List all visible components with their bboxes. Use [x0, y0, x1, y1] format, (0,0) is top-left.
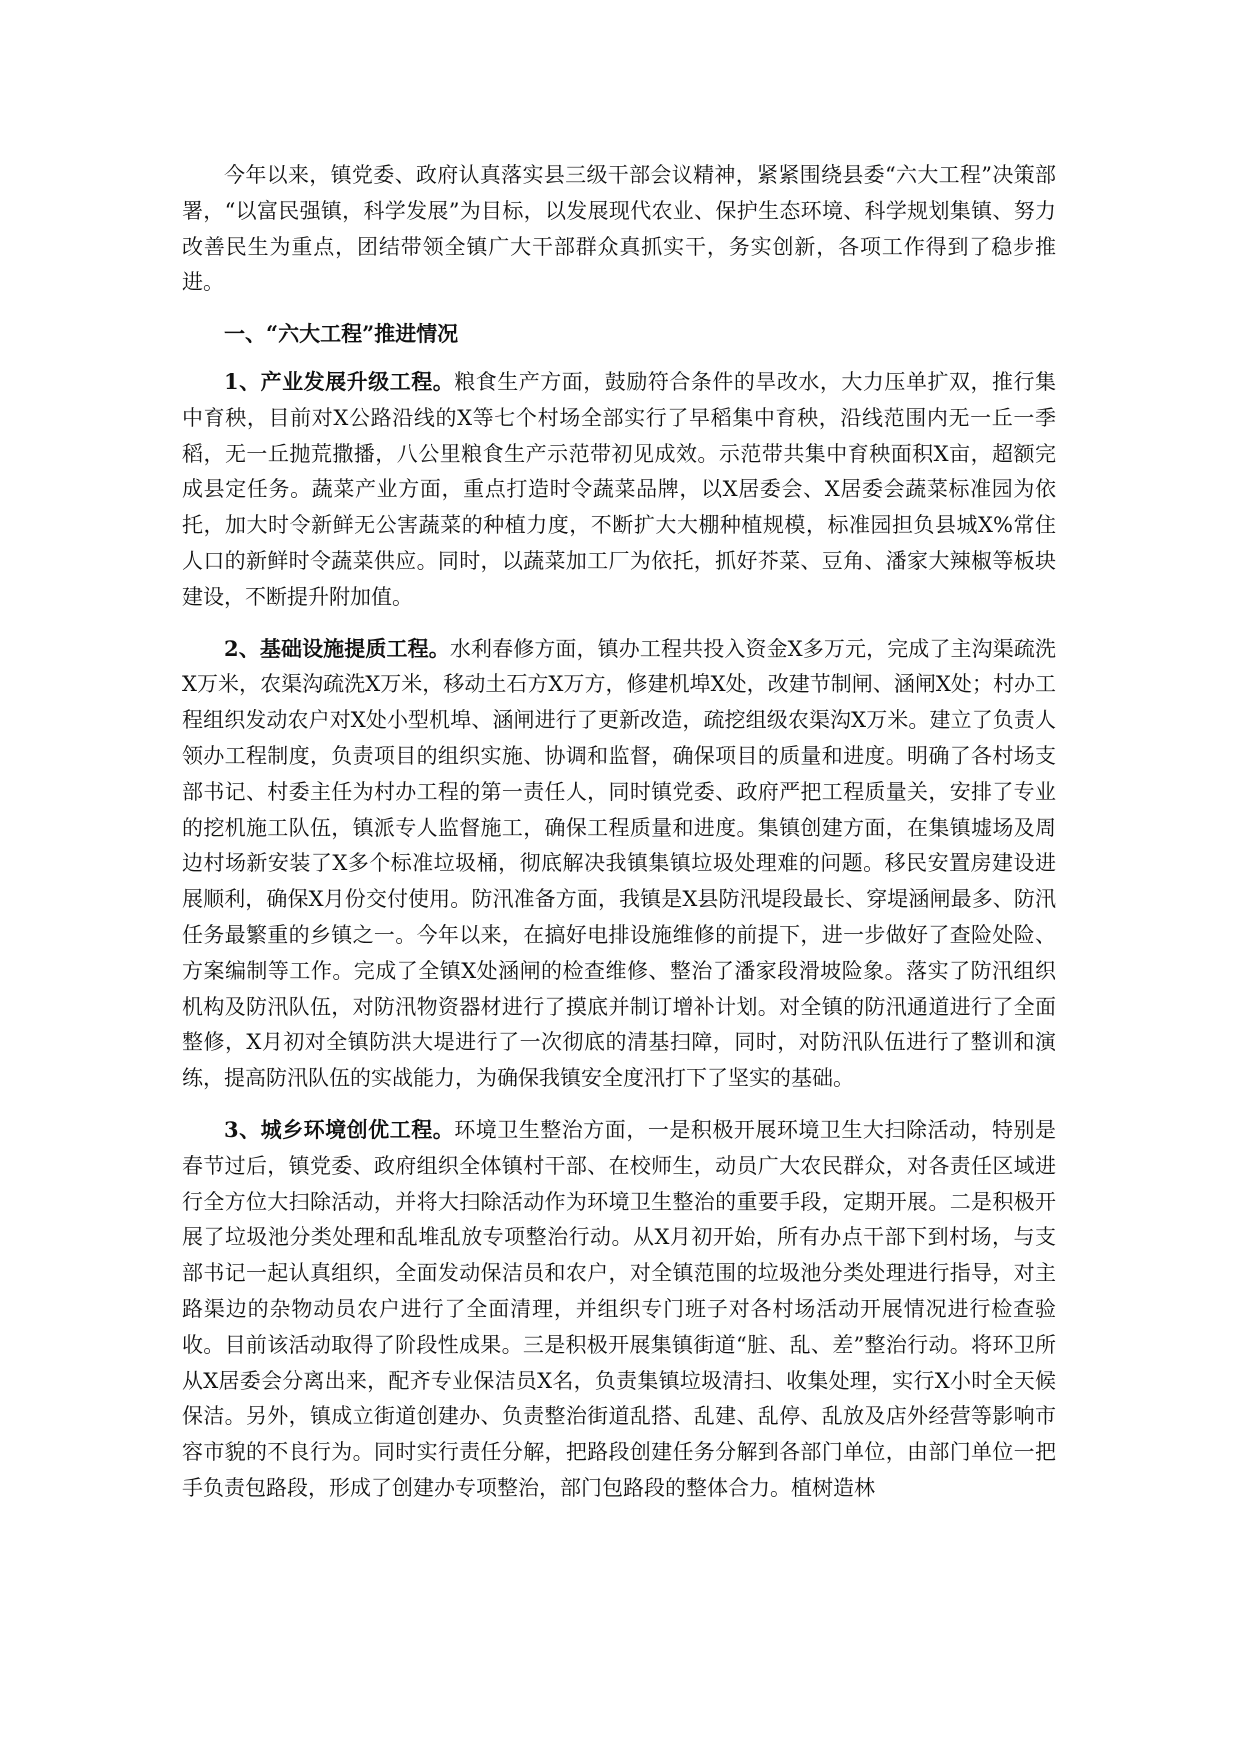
paragraph-infrastructure: [182, 631, 1056, 1097]
paragraph-text: 水利春修方面，镇办工程共投入资金X多万元，完成了主沟渠疏洗X万米，农渠沟疏洗X万米，移动土石方X万方，修建机埠X处，改建节制闸、涵闸X处；村办工程组织发动农户对X处小型机埠、涵闸进行了更新改造，疏挖组级农渠沟X万米。建立了负责人领办工程制度，负责项目的组织实施、协调和监督，确保项目的质量和进度。明确了各村场支部书记、村委主任为村办工程的第一责任人，同时镇党委、政府严把工程质量关，安排了专业的挖机施工队伍，镇派专人监督施工，确保工程质量和进度。集镇创建方面，在集镇墟场及周边村场新安装了X多个标准垃圾桶，彻底解决我镇集镇垃圾处理难的问题。移民安置房建设进展顺利，确保X月份交付使用。防汛准备方面，我镇是X县防汛堤段最长、穿堤涵闸最多、防汛任务最繁重的乡镇之一。今年以来，在搞好电排设施维修的前提下，进一步做好了查险处险、方案编制等工作。完成了全镇X处涵闸的检查维修、整治了潘家段滑坡险象。落实了防汛组织机构及防汛队伍，对防汛物资器材进行了摸底并制订增补计划。对全镇的防汛通道进行了全面整修，X月初对全镇防洪大堤进行了一次彻底的清基扫障，同时，对防汛队伍进行了整训和演练，提高防汛队伍的实战能力，为确保我镇安全度汛打下了坚实的基础。: [182, 636, 1056, 1091]
paragraph-lead: 1、产业发展升级工程。: [224, 368, 455, 394]
paragraph-industry-upgrade: [182, 364, 1056, 616]
document-body: [182, 158, 1056, 1522]
intro-paragraph: 今年以来，镇党委、政府认真落实县三级干部会议精神，紧紧围绕县委“六大工程”决策部署，“以富民强镇，科学发展”为目标，以发展现代农业、保护生态环境、科学规划集镇、努力改善民生为重点，团结带领全镇广大干部群众真抓实干，务实创新，各项工作得到了稳步推进。: [182, 163, 1056, 295]
paragraph-environment: [182, 1112, 1056, 1507]
paragraph-text: 粮食生产方面，鼓励符合条件的旱改水，大力压单扩双，推行集中育秧，目前对X公路沿线的X等七个村场全部实行了早稻集中育秧，沿线范围内无一丘一季稻，无一丘抛荒撒播，八公里粮食生产示范带初见成效。示范带共集中育秧面积X亩，超额完成县定任务。蔬菜产业方面，重点打造时令蔬菜品牌，以X居委会、X居委会蔬菜标准园为依托，加大时令新鲜无公害蔬菜的种植力度，不断扩大大棚种植规模，标准园担负县城X%常住人口的新鲜时令蔬菜供应。同时，以蔬菜加工厂为依托，抓好芥菜、豆角、潘家大辣椒等板块建设，不断提升附加值。: [182, 369, 1056, 609]
paragraph-lead: 2、基础设施提质工程。: [224, 635, 450, 661]
section-heading: 一、“六大工程”推进情况: [224, 321, 459, 347]
paragraph-text: 环境卫生整治方面，一是积极开展环境卫生大扫除活动，特别是春节过后，镇党委、政府组织全体镇村干部、在校师生，动员广大农民群众，对各责任区域进行全方位大扫除活动，并将大扫除活动作为环境卫生整治的重要手段，定期开展。二是积极开展了垃圾池分类处理和乱堆乱放专项整治行动。从X月初开始，所有办点干部下到村场，与支部书记一起认真组织，全面发动保洁员和农户，对全镇范围的垃圾池分类处理进行指导，对主路渠边的杂物动员农户进行了全面清理，并组织专门班子对各村场活动开展情况进行检查验收。目前该活动取得了阶段性成果。三是积极开展集镇街道“脏、乱、差”整治行动。将环卫所从X居委会分离出来，配齐专业保洁员X名，负责集镇垃圾清扫、收集处理，实行X小时全天候保洁。另外，镇成立街道创建办、负责整治街道乱搭、乱建、乱停、乱放及店外经营等影响市容市貌的不良行为。同时实行责任分解，把路段创建任务分解到各部门单位，由部门单位一把手负责包路段，形成了创建办专项整治，部门包路段的整体合力。植树造林: [182, 1117, 1056, 1500]
paragraph-lead: 3、城乡环境创优工程。: [224, 1116, 455, 1142]
